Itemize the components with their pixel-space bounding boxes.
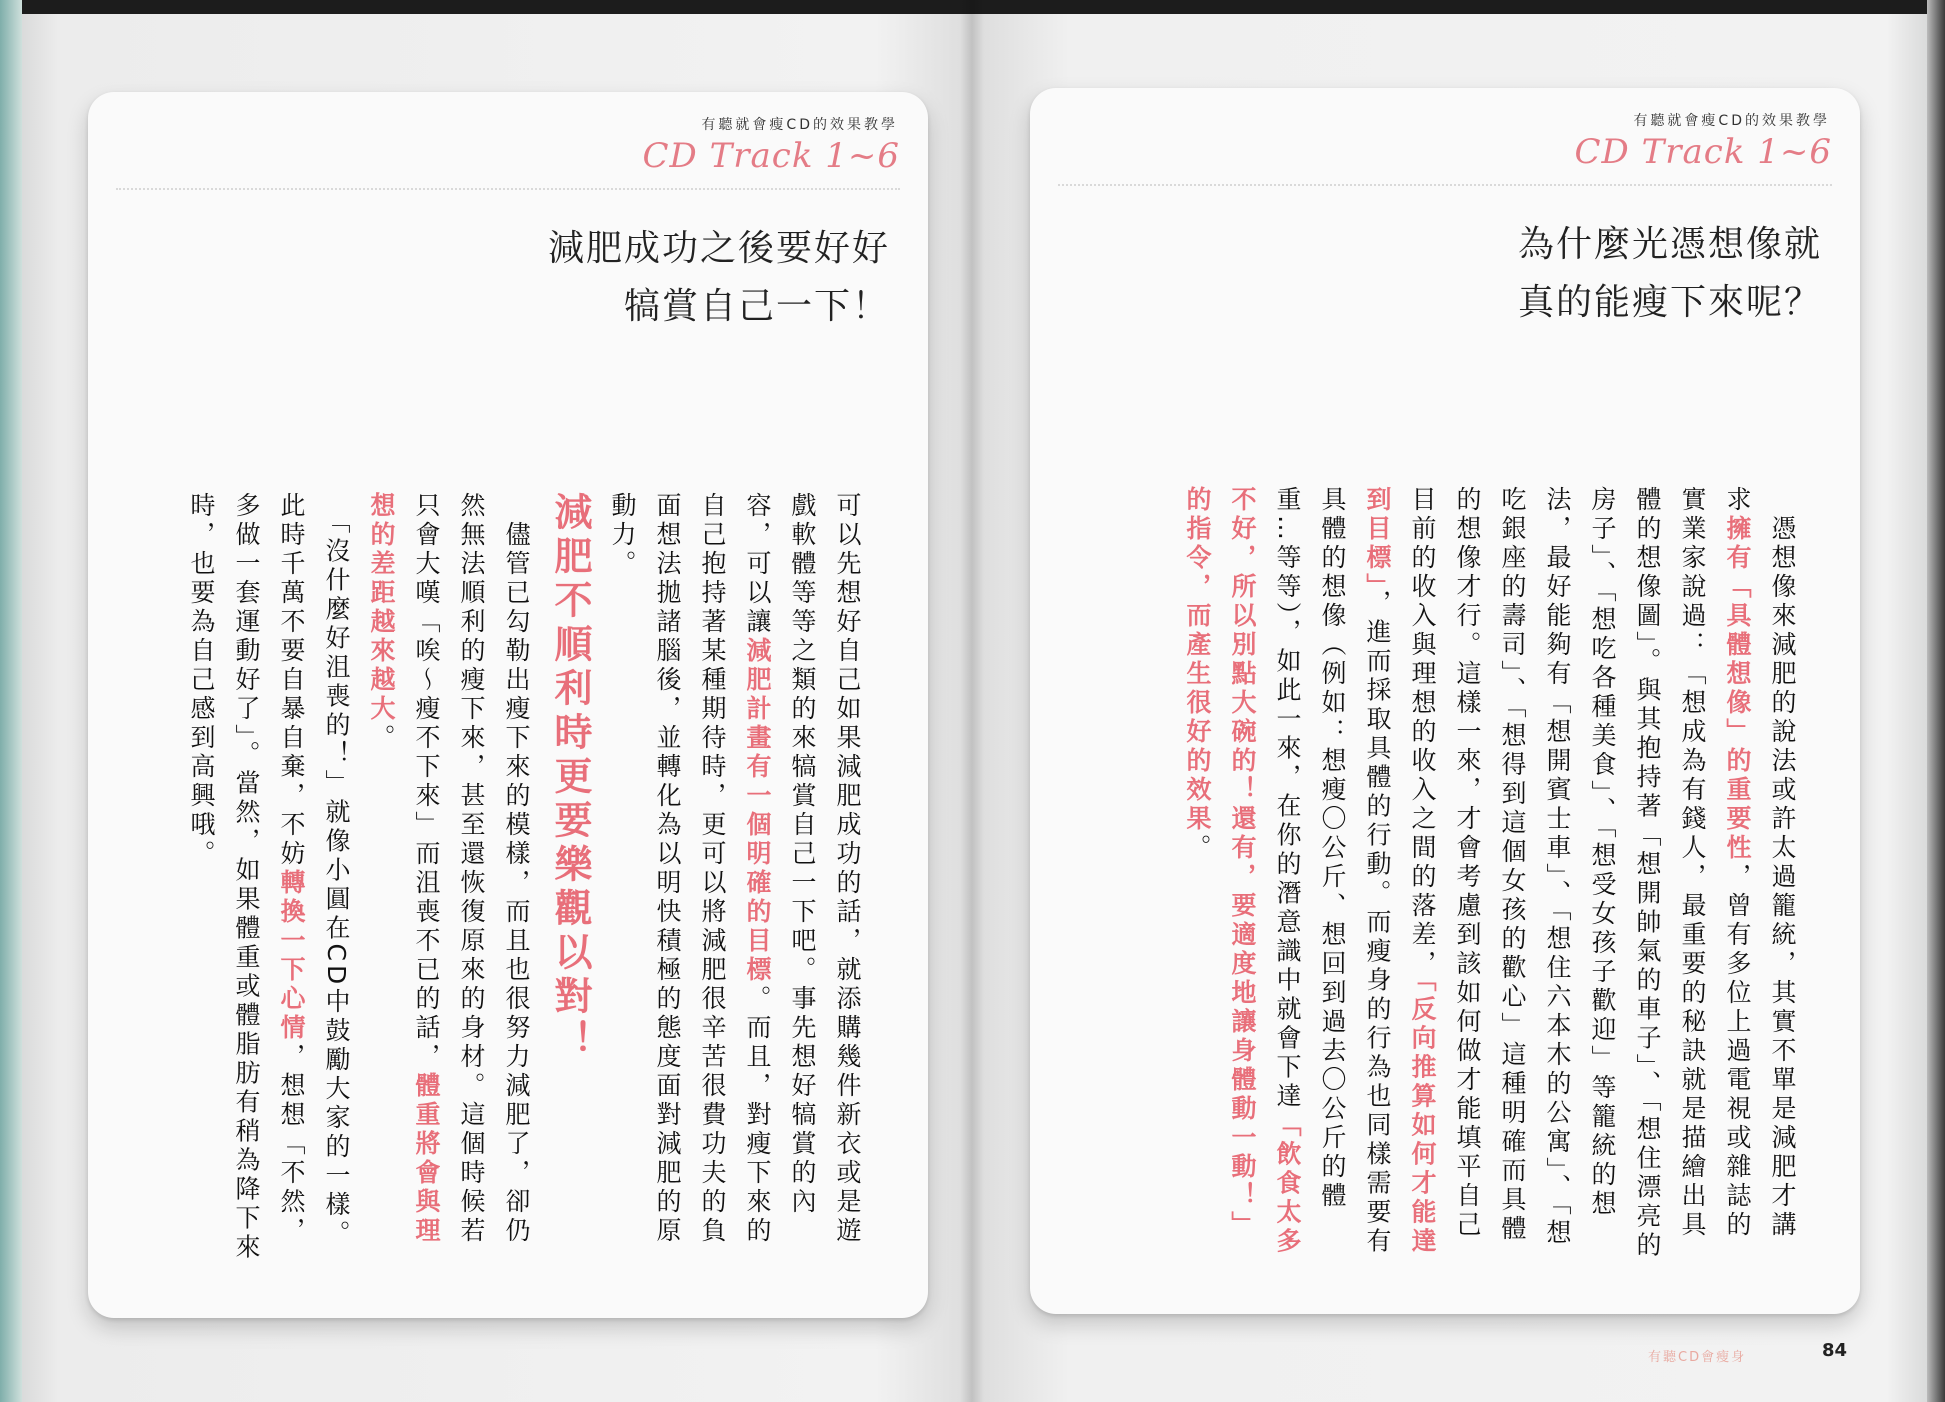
left-paragraph-1 [600, 492, 870, 1272]
right-title-line2: 真的能瘦下來呢？ [1517, 282, 1822, 323]
header-track-label: CD Track 1~6 [1574, 132, 1832, 172]
left-pullquote: 減肥不順利時更要樂觀以對！ [548, 492, 592, 1064]
header-divider [1058, 184, 1832, 186]
right-page-panel [1030, 88, 1860, 1314]
right-para1-text-b: ，曾有多位上過電視或雜誌的實業家說過：「想成為有錢人，最重要的秘訣就是描繪出具體的想像圖」。與其抱持著「想開帥氣的車子」、「想住漂亮的房子」、「想吃各種美食」、「想受女孩子歡迎」等籠統的想法，最好能夠有「想開賓士車」、「想住六本木的公寓」、「想吃銀座的壽司」、「想得到這個女孩的歡心」這種明確而具體的想像才行。這樣一來，才會考慮到該如何做才能填平自己目前的收入與理想的收入之間的落差， [1408, 486, 1752, 1261]
left-para1-text-a: 可以先想好自己如果減肥成功的話，就添購幾件新衣或是遊戲軟體等等之類的來犒賞自己一下吧。事先想好犒賞的內容，可以讓 [743, 492, 862, 1246]
right-page-title [1518, 216, 1822, 332]
right-para1-highlight-1: 擁有「具體想像」的重要性 [1723, 515, 1752, 863]
header-track-label: CD Track 1~6 [642, 136, 900, 176]
left-para3-text-a: 「沒什麼好沮喪的！」就像小圓在CD中鼓勵大家的一樣。此時千萬不要自暴自棄，不妨 [277, 492, 351, 1250]
left-title-line1: 減肥成功之後要好好 [547, 228, 890, 269]
left-para3-highlight: 轉換一下心情 [277, 869, 306, 1043]
header-subtitle: 有聽就會瘦CD的效果教學 [1633, 113, 1830, 129]
right-paragraph-1 [1175, 486, 1805, 1266]
right-para1-text-a: 憑想像來減肥的說法或許太過籠統，其實不單是減肥才講求 [1723, 486, 1797, 1240]
left-para3-text-b: ，想想「不然，多做一套運動好了」。當然，如果體重或體脂肪有稍為降下來時，也要為自己感到高興哦。 [187, 492, 306, 1263]
left-para2-text-a: 儘管已勾勒出瘦下來的模樣，而且也很努力減肥了，卻仍然無法順利的瘦下來，甚至還恢復原來的身材。這個時候若只會大嘆「唉〜瘦不下來」而沮喪不已的話， [412, 492, 531, 1246]
right-page-body [1175, 486, 1805, 1266]
left-para1-text-b: 。而且，對瘦下來的自己抱持著某種期待時，更可以將減肥很辛苦很費功夫的負面想法拋諸腦後，並轉化為以明快積極的態度面對減肥的原動力。 [608, 492, 772, 1246]
left-title-line2: 犒賞自己一下！ [623, 286, 890, 327]
right-title-line1: 為什麼光憑想像就 [1517, 224, 1822, 265]
footer-label: 有聽CD會瘦身 [1648, 1350, 1747, 1365]
header-subtitle: 有聽就會瘦CD的效果教學 [701, 117, 898, 133]
left-para2-highlight: 體重將會與理想的差距越來越大 [367, 492, 441, 1246]
header-divider [116, 188, 900, 190]
page-number: 84 [1822, 1340, 1848, 1361]
right-para1-highlight-2: 「反向推算如何才能達到目標」 [1363, 486, 1437, 1257]
left-paragraph-3 [179, 492, 359, 1272]
left-paragraph-2 [359, 492, 539, 1272]
left-para2-text-b: 。 [367, 724, 396, 753]
left-page-panel [88, 92, 928, 1318]
left-para1-highlight: 減肥計畫有一個明確的目標 [743, 637, 772, 985]
left-page-title [548, 220, 890, 336]
right-para1-highlight-3: 「飲食太多不好，所以別點大碗的！還有，要適度地讓身體動一動！」的指令，而產生很好的效果 [1183, 486, 1302, 1257]
book-spine [960, 0, 984, 1402]
book-left-edge [0, 0, 22, 1402]
right-para1-text-c: ，進而採取具體的行動。而瘦身的行為也同樣需要有具體的想像（例如：想瘦〇公斤、想回到過去〇公斤的體重…等等），如此一來，在你的潛意識中就會下達 [1273, 486, 1392, 1257]
book-right-edge [1927, 0, 1945, 1402]
right-para1-text-d: 。 [1183, 834, 1212, 863]
left-page-body [179, 492, 870, 1272]
